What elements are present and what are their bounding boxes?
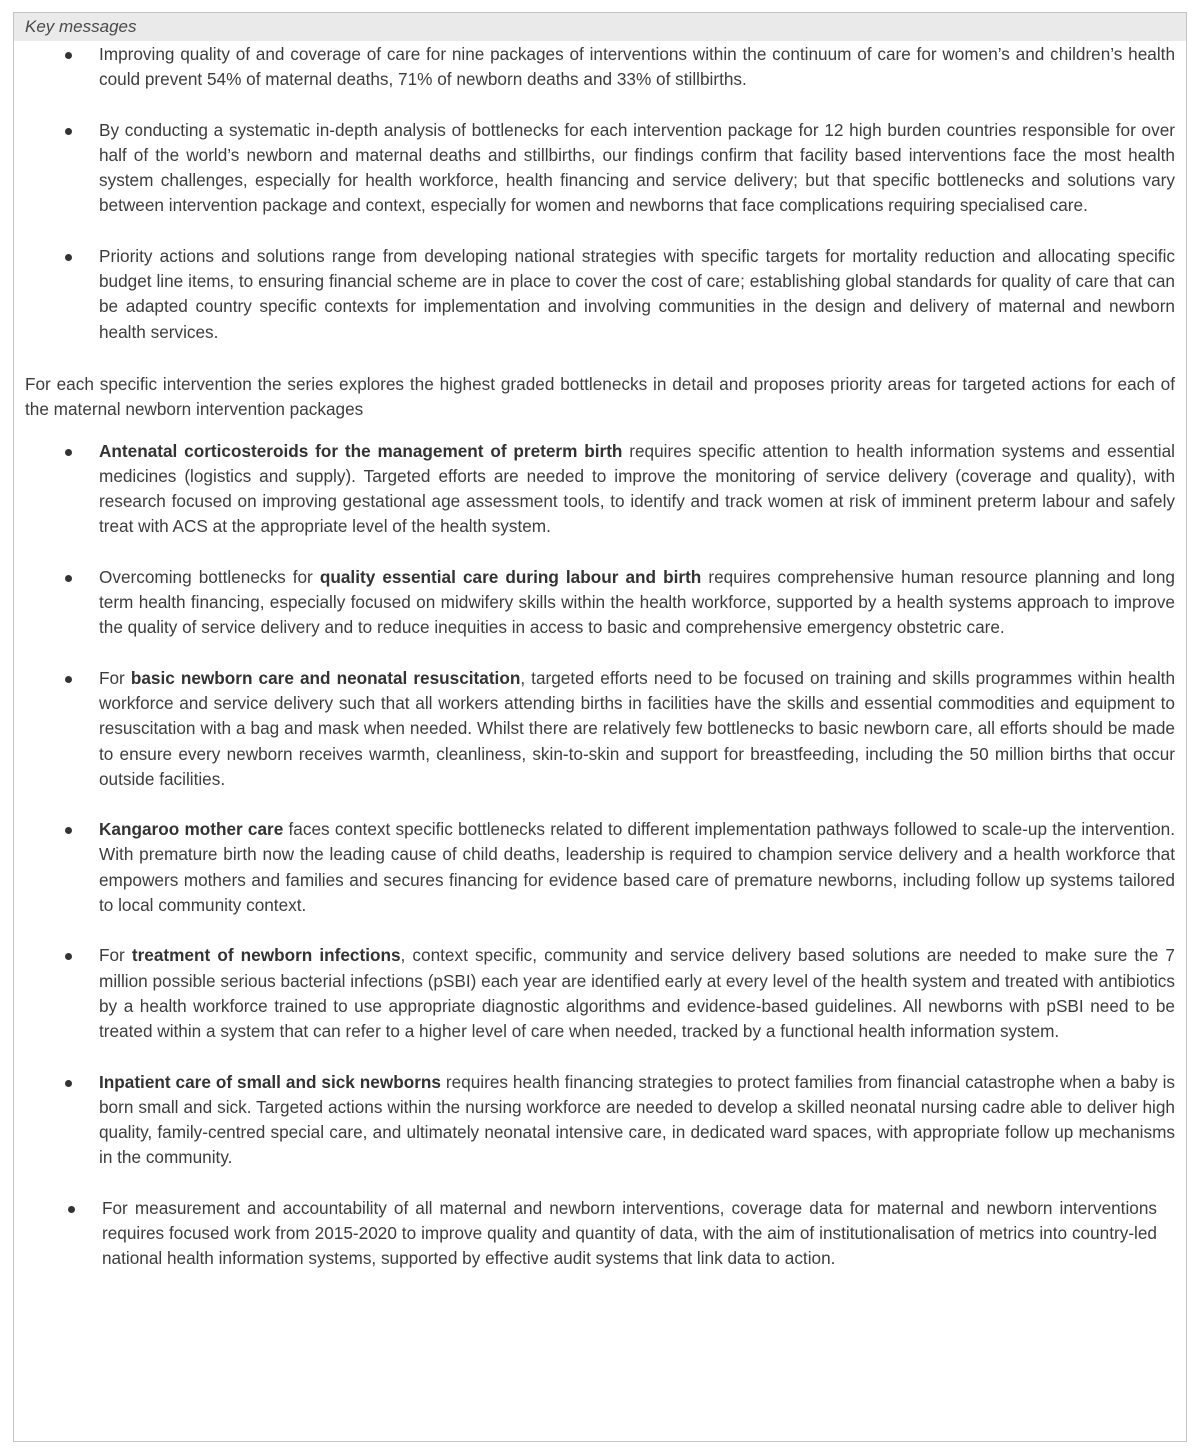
panel-title: Key messages [14, 13, 1186, 41]
intervention-name: treatment of newborn infections [131, 945, 401, 966]
intervention-name: basic newborn care and neonatal resuscitation [130, 667, 521, 688]
bullet-icon [65, 52, 72, 59]
list-item: Antenatal corticosteroids for the management of preterm birth requires specific attention to health information systems and essential medicines (logistics and supply). Targeted efforts are needed to improve the monitoring of service delivery (coverage and quality), with research focused on improving gestational age assessment tools, to identify and track women at risk of imminent preterm labour and safely treat with ACS at the appropriate level of the health system. [25, 439, 1175, 540]
bullet-icon [65, 449, 72, 456]
bullet-icon [65, 1080, 72, 1087]
list-item: For basic newborn care and neonatal resuscitation, targeted efforts need to be focused on training and skills programmes within health workforce and service delivery such that all workers attending births in facilities have the skills and essential commodities and equipment to resuscitation with a bag and mask when needed. Whilst there are relatively few bottlenecks to basic newborn care, all efforts should be made to ensure every newborn receives warmth, cleanliness, skin-to-skin and support for breastfeeding, including the 50 million births that occur outside facilities. [25, 666, 1175, 792]
key-messages-list [25, 42, 1175, 345]
list-item: By conducting a systematic in-depth analysis of bottlenecks for each intervention package for 12 high burden countries responsible for over half of the world’s newborn and maternal deaths and stillbirths, our findings confirm that facility based interventions face the most health system challenges, especially for health workforce, health financing and service delivery; but that specific bottlenecks and solutions vary between intervention package and context, especially for women and newborns that face complications requiring specialised care. [25, 118, 1175, 219]
list-item: Improving quality of and coverage of care for nine packages of interventions within the continuum of care for women’s and children’s health could prevent 54% of maternal deaths, 71% of newborn deaths and 33% of stillbirths. [25, 42, 1175, 93]
intervention-name: quality essential care during labour and birth [319, 566, 702, 587]
bullet-icon [65, 827, 72, 834]
intervention-name: Antenatal corticosteroids for the management of preterm birth [99, 440, 623, 461]
bullet-icon [65, 128, 72, 135]
bullet-icon [65, 254, 72, 261]
key-messages-panel [13, 12, 1187, 1442]
bullet-icon [68, 1206, 75, 1213]
panel-content [14, 42, 1186, 1272]
intervention-name: Inpatient care of small and sick newborns [99, 1071, 441, 1092]
bullet-icon [65, 575, 72, 582]
bullet-icon [65, 676, 72, 683]
intervention-name: Kangaroo mother care [99, 819, 284, 840]
list-item: For treatment of newborn infections, context specific, community and service delivery based solutions are needed to make sure the 7 million possible serious bacterial infections (pSBI) each year are identified early at every level of the health system and treated with antibiotics by a health workforce trained to use appropriate diagnostic algorithms and evidence-based guidelines. All newborns with pSBI need to be treated within a system that can refer to a higher level of care when needed, tracked by a functional health information system. [25, 943, 1175, 1044]
list-item: Priority actions and solutions range from developing national strategies with specific targets for mortality reduction and allocating specific budget line items, to ensuring financial scheme are in place to cover the cost of care; establishing global standards for quality of care that can be adapted country specific contexts for implementation and involving communities in the design and delivery of maternal and newborn health services. [25, 244, 1175, 345]
priority-actions-list [25, 439, 1175, 1272]
list-item: Overcoming bottlenecks for quality essential care during labour and birth requires comprehensive human resource planning and long term health financing, especially focused on midwifery skills within the health workforce, supported by a health systems approach to improve the quality of service delivery and to reduce inequities in access to basic and comprehensive emergency obstetric care. [25, 565, 1175, 641]
bullet-icon [65, 953, 72, 960]
list-item: Inpatient care of small and sick newborns requires health financing strategies to protect families from financial catastrophe when a baby is born small and sick. Targeted actions within the nursing workforce are needed to develop a skilled neonatal nursing cadre able to deliver high quality, family-centred special care, and ultimately neonatal intensive care, in dedicated ward spaces, with appropriate follow up mechanisms in the community. [25, 1070, 1175, 1171]
intro-paragraph: For each specific intervention the series explores the highest graded bottlenecks in detail and proposes priority areas for targeted actions for each of the maternal newborn intervention packages [25, 373, 1175, 420]
list-item: For measurement and accountability of all maternal and newborn interventions, coverage data for maternal and newborn interventions requires focused work from 2015-2020 to improve quality and quantity of data, with the aim of institutionalisation of metrics into country-led national health information systems, supported by effective audit systems that link data to action. [25, 1196, 1175, 1272]
list-item: Kangaroo mother care faces context specific bottlenecks related to different implementation pathways followed to scale-up the intervention. With premature birth now the leading cause of child deaths, leadership is required to champion service delivery and a health workforce that empowers mothers and families and secures financing for evidence based care of premature newborns, including follow up systems tailored to local community context. [25, 817, 1175, 918]
